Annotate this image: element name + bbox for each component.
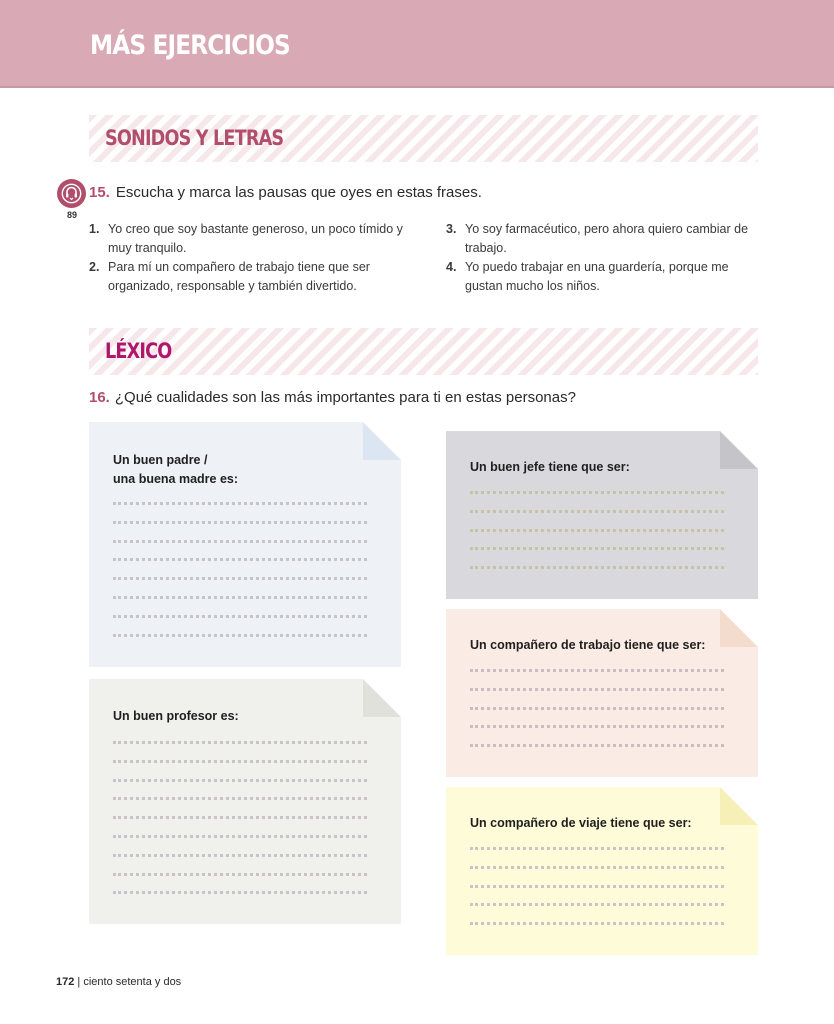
exercise-16-instruction: ¿Qué cualidades son las más importantes para ti en estas personas? [114,389,576,406]
page-footer [56,976,181,988]
writing-line[interactable] [470,688,724,691]
writing-line[interactable] [113,521,367,524]
writing-line[interactable] [470,725,724,728]
exercise-16-title [89,389,576,406]
footer-separator: | [77,976,84,988]
writing-line[interactable] [113,835,367,838]
writing-line[interactable] [470,707,724,710]
writing-line[interactable] [113,577,367,580]
writing-line[interactable] [470,510,724,513]
sentence-number: 2. [89,260,100,274]
note-card-coworker[interactable] [446,609,758,777]
sentence-item [446,258,756,296]
exercise-16-number: 16. [89,389,110,406]
writing-line[interactable] [113,615,367,618]
writing-line[interactable] [470,566,724,569]
note-label [113,451,238,489]
note-fold-corner [363,422,401,460]
sentence-number: 3. [446,222,457,236]
writing-line[interactable] [113,540,367,543]
note-fold-corner [720,609,758,647]
writing-line[interactable] [113,502,367,505]
note-card-boss[interactable] [446,431,758,599]
writing-line[interactable] [470,744,724,747]
writing-line[interactable] [470,529,724,532]
section-title-lexicon: LÉXICO [105,339,172,363]
writing-line[interactable] [113,873,367,876]
sentence-text: Yo puedo trabajar en una guardería, porque me gustan mucho los niños. [465,260,729,293]
writing-line[interactable] [113,779,367,782]
exercise-15-instruction: Escucha y marca las pausas que oyes en estas frases. [115,184,482,201]
sentence-item [446,220,756,258]
note-card-travel-companion[interactable] [446,787,758,955]
exercise-15-title [89,184,482,201]
note-label-line2: una buena madre es: [113,472,239,486]
note-card-parent[interactable] [89,422,401,667]
headphones-icon [61,183,82,204]
writing-line[interactable] [470,669,724,672]
writing-line[interactable] [470,885,724,888]
page-number: 172 [56,976,75,988]
writing-line[interactable] [470,547,724,550]
section-band-lexicon [89,328,758,375]
sentence-item [89,220,409,258]
writing-line[interactable] [470,866,724,869]
writing-line[interactable] [113,558,367,561]
exercise-15-number: 15. [89,184,110,201]
audio-badge[interactable] [56,179,88,223]
note-fold-corner [720,431,758,469]
writing-line[interactable] [470,491,724,494]
writing-line[interactable] [113,596,367,599]
note-label: Un buen jefe tiene que ser: [470,460,630,474]
writing-line[interactable] [113,891,367,894]
sentence-text: Yo soy farmacéutico, pero ahora quiero cambiar de trabajo. [465,222,749,255]
note-label: Un compañero de viaje tiene que ser: [470,816,692,830]
note-fold-corner [363,679,401,717]
sentence-item [89,258,409,296]
note-card-teacher[interactable] [89,679,401,924]
audio-circle [57,179,86,208]
page-title: MÁS EJERCICIOS [90,30,290,61]
writing-line[interactable] [113,634,367,637]
sentence-text: Para mí un compañero de trabajo tiene que ser organizado, responsable y también divertido. [108,260,370,293]
note-label: Un buen profesor es: [113,709,239,723]
note-label: Un compañero de trabajo tiene que ser: [470,638,706,652]
section-title-sounds: SONIDOS Y LETRAS [105,126,284,150]
page-header [0,0,834,88]
sentence-list-right [446,220,756,296]
track-number: 89 [66,210,77,220]
page-number-words: ciento setenta y dos [83,976,182,988]
writing-line[interactable] [113,760,367,763]
sentence-text: Yo creo que soy bastante generoso, un poco tímido y muy tranquilo. [108,222,403,255]
writing-line[interactable] [113,816,367,819]
sentence-number: 1. [89,222,100,236]
writing-line[interactable] [470,922,724,925]
note-label-line1: Un buen padre / [113,453,208,467]
writing-line[interactable] [470,847,724,850]
sentence-list-left [89,220,409,296]
writing-line[interactable] [113,741,367,744]
note-fold-corner [720,787,758,825]
section-band-sounds [89,115,758,162]
writing-line[interactable] [113,854,367,857]
writing-line[interactable] [470,903,724,906]
sentence-number: 4. [446,260,457,274]
writing-line[interactable] [113,797,367,800]
